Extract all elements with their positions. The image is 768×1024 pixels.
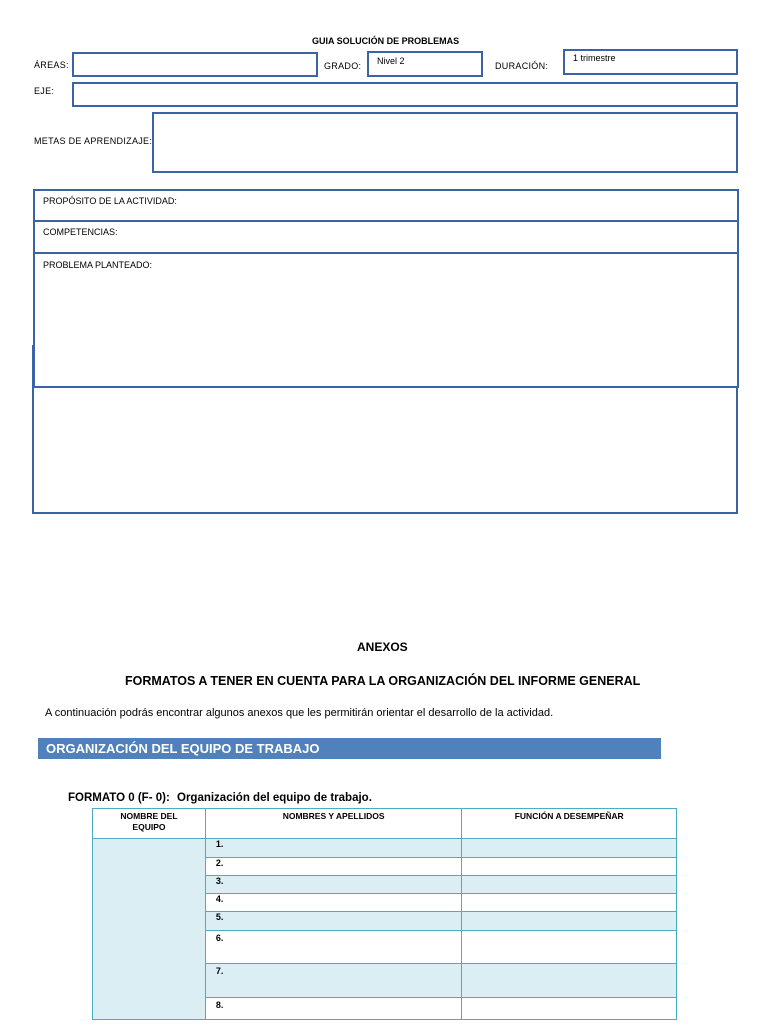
header-nombre-equipo: NOMBRE DEL EQUIPO <box>93 809 206 839</box>
funcion-cell[interactable] <box>462 931 677 964</box>
table-row[interactable]: 2. <box>205 858 461 876</box>
table-row[interactable]: 8. <box>205 998 461 1020</box>
grado-label: GRADO: <box>324 61 362 71</box>
table-row[interactable]: 4. <box>205 894 461 912</box>
proposito-label: PROPÓSITO DE LA ACTIVIDAD: <box>43 196 177 206</box>
funcion-cell[interactable] <box>462 894 677 912</box>
table-row[interactable]: 5. <box>205 912 461 931</box>
eje-label: EJE: <box>34 86 55 96</box>
areas-value <box>74 54 316 60</box>
funcion-cell[interactable] <box>462 839 677 858</box>
duracion-field[interactable] <box>563 49 738 75</box>
problema-box[interactable] <box>33 252 739 388</box>
funcion-cell[interactable] <box>462 876 677 894</box>
duracion-label: DURACIÓN: <box>495 61 549 71</box>
header-funcion: FUNCIÓN A DESEMPEÑAR <box>462 809 677 839</box>
formatos-subtitle: FORMATOS A TENER EN CUENTA PARA LA ORGANIZACIÓN DEL INFORME GENERAL <box>125 674 641 688</box>
areas-field[interactable] <box>72 52 318 77</box>
team-table <box>92 808 677 1020</box>
table-row[interactable]: 1. <box>205 839 461 858</box>
anexos-title: ANEXOS <box>357 640 408 654</box>
funcion-cell[interactable] <box>462 858 677 876</box>
grado-field[interactable] <box>367 51 483 77</box>
anexos-intro: A continuación podrás encontrar algunos anexos que les permitirán orientar el desarrollo de la actividad. <box>45 707 554 719</box>
table-row[interactable]: 7. <box>205 964 461 998</box>
section-band: ORGANIZACIÓN DEL EQUIPO DE TRABAJO <box>38 738 661 759</box>
funcion-cell[interactable] <box>462 912 677 931</box>
table-row[interactable]: 6. <box>205 931 461 964</box>
problema-label: PROBLEMA PLANTEADO: <box>43 260 153 270</box>
header-nombres-apellidos: NOMBRES Y APELLIDOS <box>205 809 461 839</box>
duracion-value: 1 trimestre <box>573 53 616 63</box>
funcion-cell[interactable] <box>462 998 677 1020</box>
formato-heading <box>68 792 372 804</box>
formato-desc: Organización del equipo de trabajo. <box>177 792 372 804</box>
areas-label: ÁREAS: <box>34 60 69 70</box>
document-title: GUIA SOLUCIÓN DE PROBLEMAS <box>312 36 460 46</box>
metas-label: METAS DE APRENDIZAJE: <box>34 136 153 146</box>
table-row[interactable]: 3. <box>205 876 461 894</box>
problema-extension-box[interactable] <box>32 386 738 514</box>
competencias-label: COMPETENCIAS: <box>43 227 118 237</box>
metas-field[interactable] <box>152 112 738 173</box>
eje-value <box>74 84 736 90</box>
divider-line <box>32 345 34 387</box>
grado-value: Nivel 2 <box>377 56 405 66</box>
competencias-box[interactable] <box>33 220 739 254</box>
funcion-cell[interactable] <box>462 964 677 998</box>
metas-value <box>154 114 736 120</box>
equipo-cell[interactable] <box>93 839 206 1020</box>
eje-field[interactable] <box>72 82 738 107</box>
proposito-box[interactable] <box>33 189 739 222</box>
formato-code: FORMATO 0 (F- 0): <box>68 792 170 804</box>
